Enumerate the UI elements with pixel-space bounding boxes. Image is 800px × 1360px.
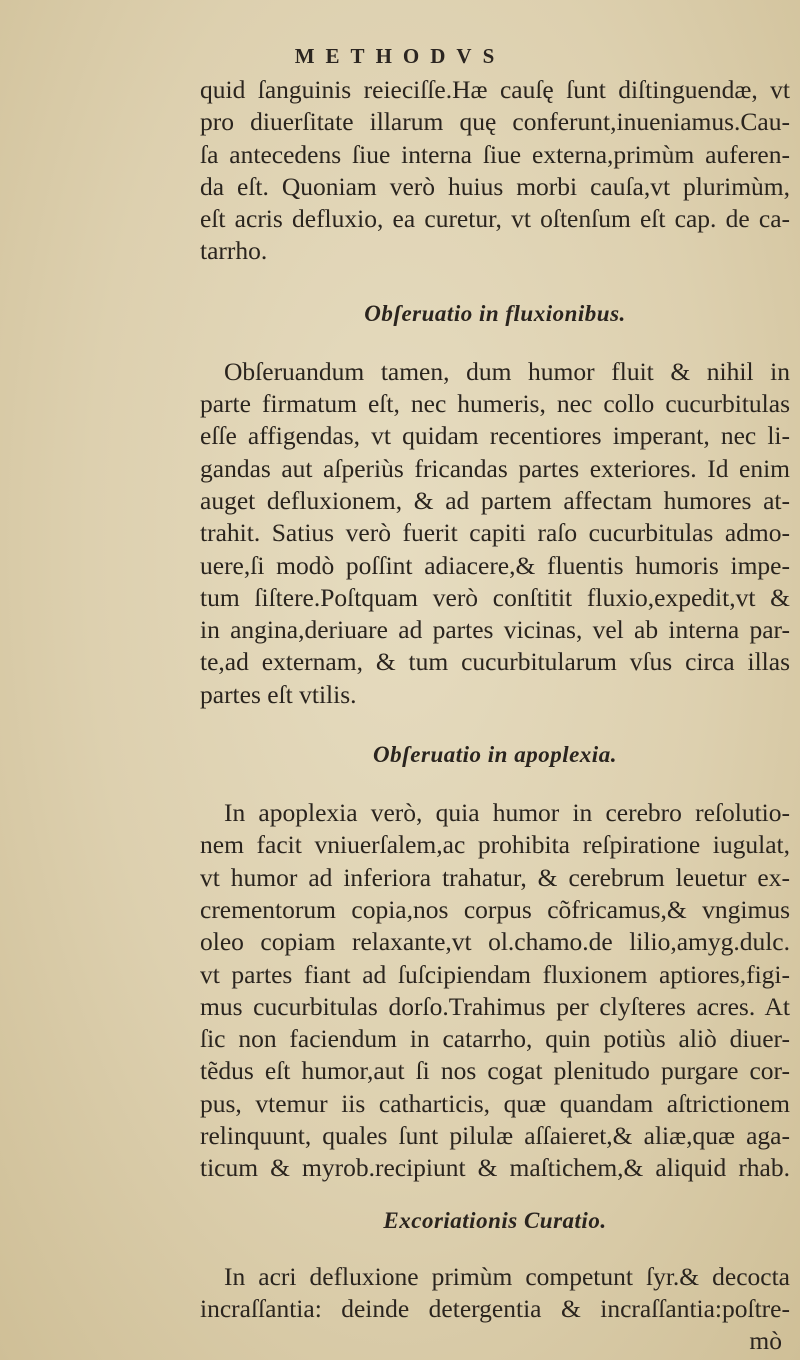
text-line: uere,ſi modò poſſint adiacere,& fluentis humoris impe- [200, 550, 790, 580]
text-line: in angina,deriuare ad partes vicinas, vel ab interna par- [200, 615, 790, 645]
text-line: relinquunt, quales ſunt pilulæ aſſaieret,& aliæ,quæ aga- [200, 1121, 790, 1151]
text-line: incraſſantia: deinde detergentia & incraſſantia:poſtre- [200, 1293, 790, 1323]
text-line: vt partes fiant ad ſuſcipiendam fluxionem aptiores,figi- [200, 959, 790, 989]
text-line: eſt acris defluxio, ea curetur, vt oſtenſum eſt cap. de ca- [200, 204, 790, 234]
text-line: da eſt. Quoniam verò huius morbi cauſa,vt plurimùm, [200, 171, 790, 201]
text-line: crementorum copia,nos corpus cõfricamus,& vngimus [200, 894, 790, 924]
paragraph-apoplexy [200, 797, 790, 1185]
text-line: tum ſiſtere.Poſtquam verò conſtitit fluxio,expedit,vt & [200, 582, 790, 612]
text-line: auget defluxionem, & ad partem affectam humores at- [200, 485, 790, 515]
text-line: In acri defluxione primùm competunt ſyr.& decocta [224, 1261, 790, 1291]
text-line: Obſeruandum tamen, dum humor fluit & nihil in [224, 356, 790, 386]
text-line: nem facit vniuerſalem,ac prohibita reſpiratione iugulat, [200, 830, 790, 860]
section-heading-apoplexy: Obſeruatio in apoplexia. [373, 742, 617, 768]
text-line: mus cucurbitulas dorſo.Trahimus per clyſteres acres. At [200, 991, 790, 1021]
text-line: tẽdus eſt humor,aut ſi nos cogat plenitudo purgare cor- [200, 1056, 790, 1086]
text-block [200, 74, 790, 1358]
text-line: ſa antecedens ſiue interna ſiue externa,primùm auferen- [200, 139, 790, 169]
text-line: gandas aut aſperiùs fricandas partes exteriores. Id enim [200, 453, 790, 483]
text-line: quid ſanguinis reieciſſe.Hæ cauſę ſunt diſtinguendæ, vt [200, 75, 790, 104]
section-heading-fluxions: Obſeruatio in fluxionibus. [364, 300, 626, 326]
paragraph-continuation [200, 74, 790, 268]
text-line: tarrho. [200, 236, 268, 266]
text-line: eſſe affigendas, vt quidam recentiores imperant, nec li- [200, 421, 790, 451]
section-heading-excoriation: Excoriationis Curatio. [383, 1207, 607, 1233]
text-line: pro diuerſitate illarum quę conferunt,inueniamus.Cau- [200, 107, 790, 137]
text-line: pus, vtemur iis catharticis, quæ quandam aſtrictionem [200, 1088, 790, 1118]
catchword: mò [749, 1326, 782, 1356]
text-line: te,ad externam, & tum cucurbitularum vſus circa illas [200, 647, 790, 677]
paragraph-fluxions [200, 356, 790, 711]
text-line: vt humor ad inferiora trahatur, & cerebrum leuetur ex- [200, 862, 790, 892]
text-line: trahit. Satius verò fuerit capiti raſo cucurbitulas admo- [200, 518, 790, 548]
text-line: ticum & myrob.recipiunt & maſtichem,& aliquid rhab. [200, 1153, 790, 1183]
paragraph-excoriation [200, 1261, 790, 1358]
running-head: METHODVS [294, 44, 506, 68]
text-line: In apoplexia verò, quia humor in cerebro reſolutio- [224, 798, 790, 828]
text-line: oleo copiam relaxante,vt ol.chamo.de lilio,amyg.dulc. [200, 927, 790, 957]
text-line: parte firmatum eſt, nec humeris, nec collo cucurbitulas [200, 389, 790, 419]
text-line: ſic non faciendum in catarrho, quin potiùs aliò diuer- [200, 1024, 790, 1054]
text-line: partes eſt vtilis. [200, 679, 357, 709]
